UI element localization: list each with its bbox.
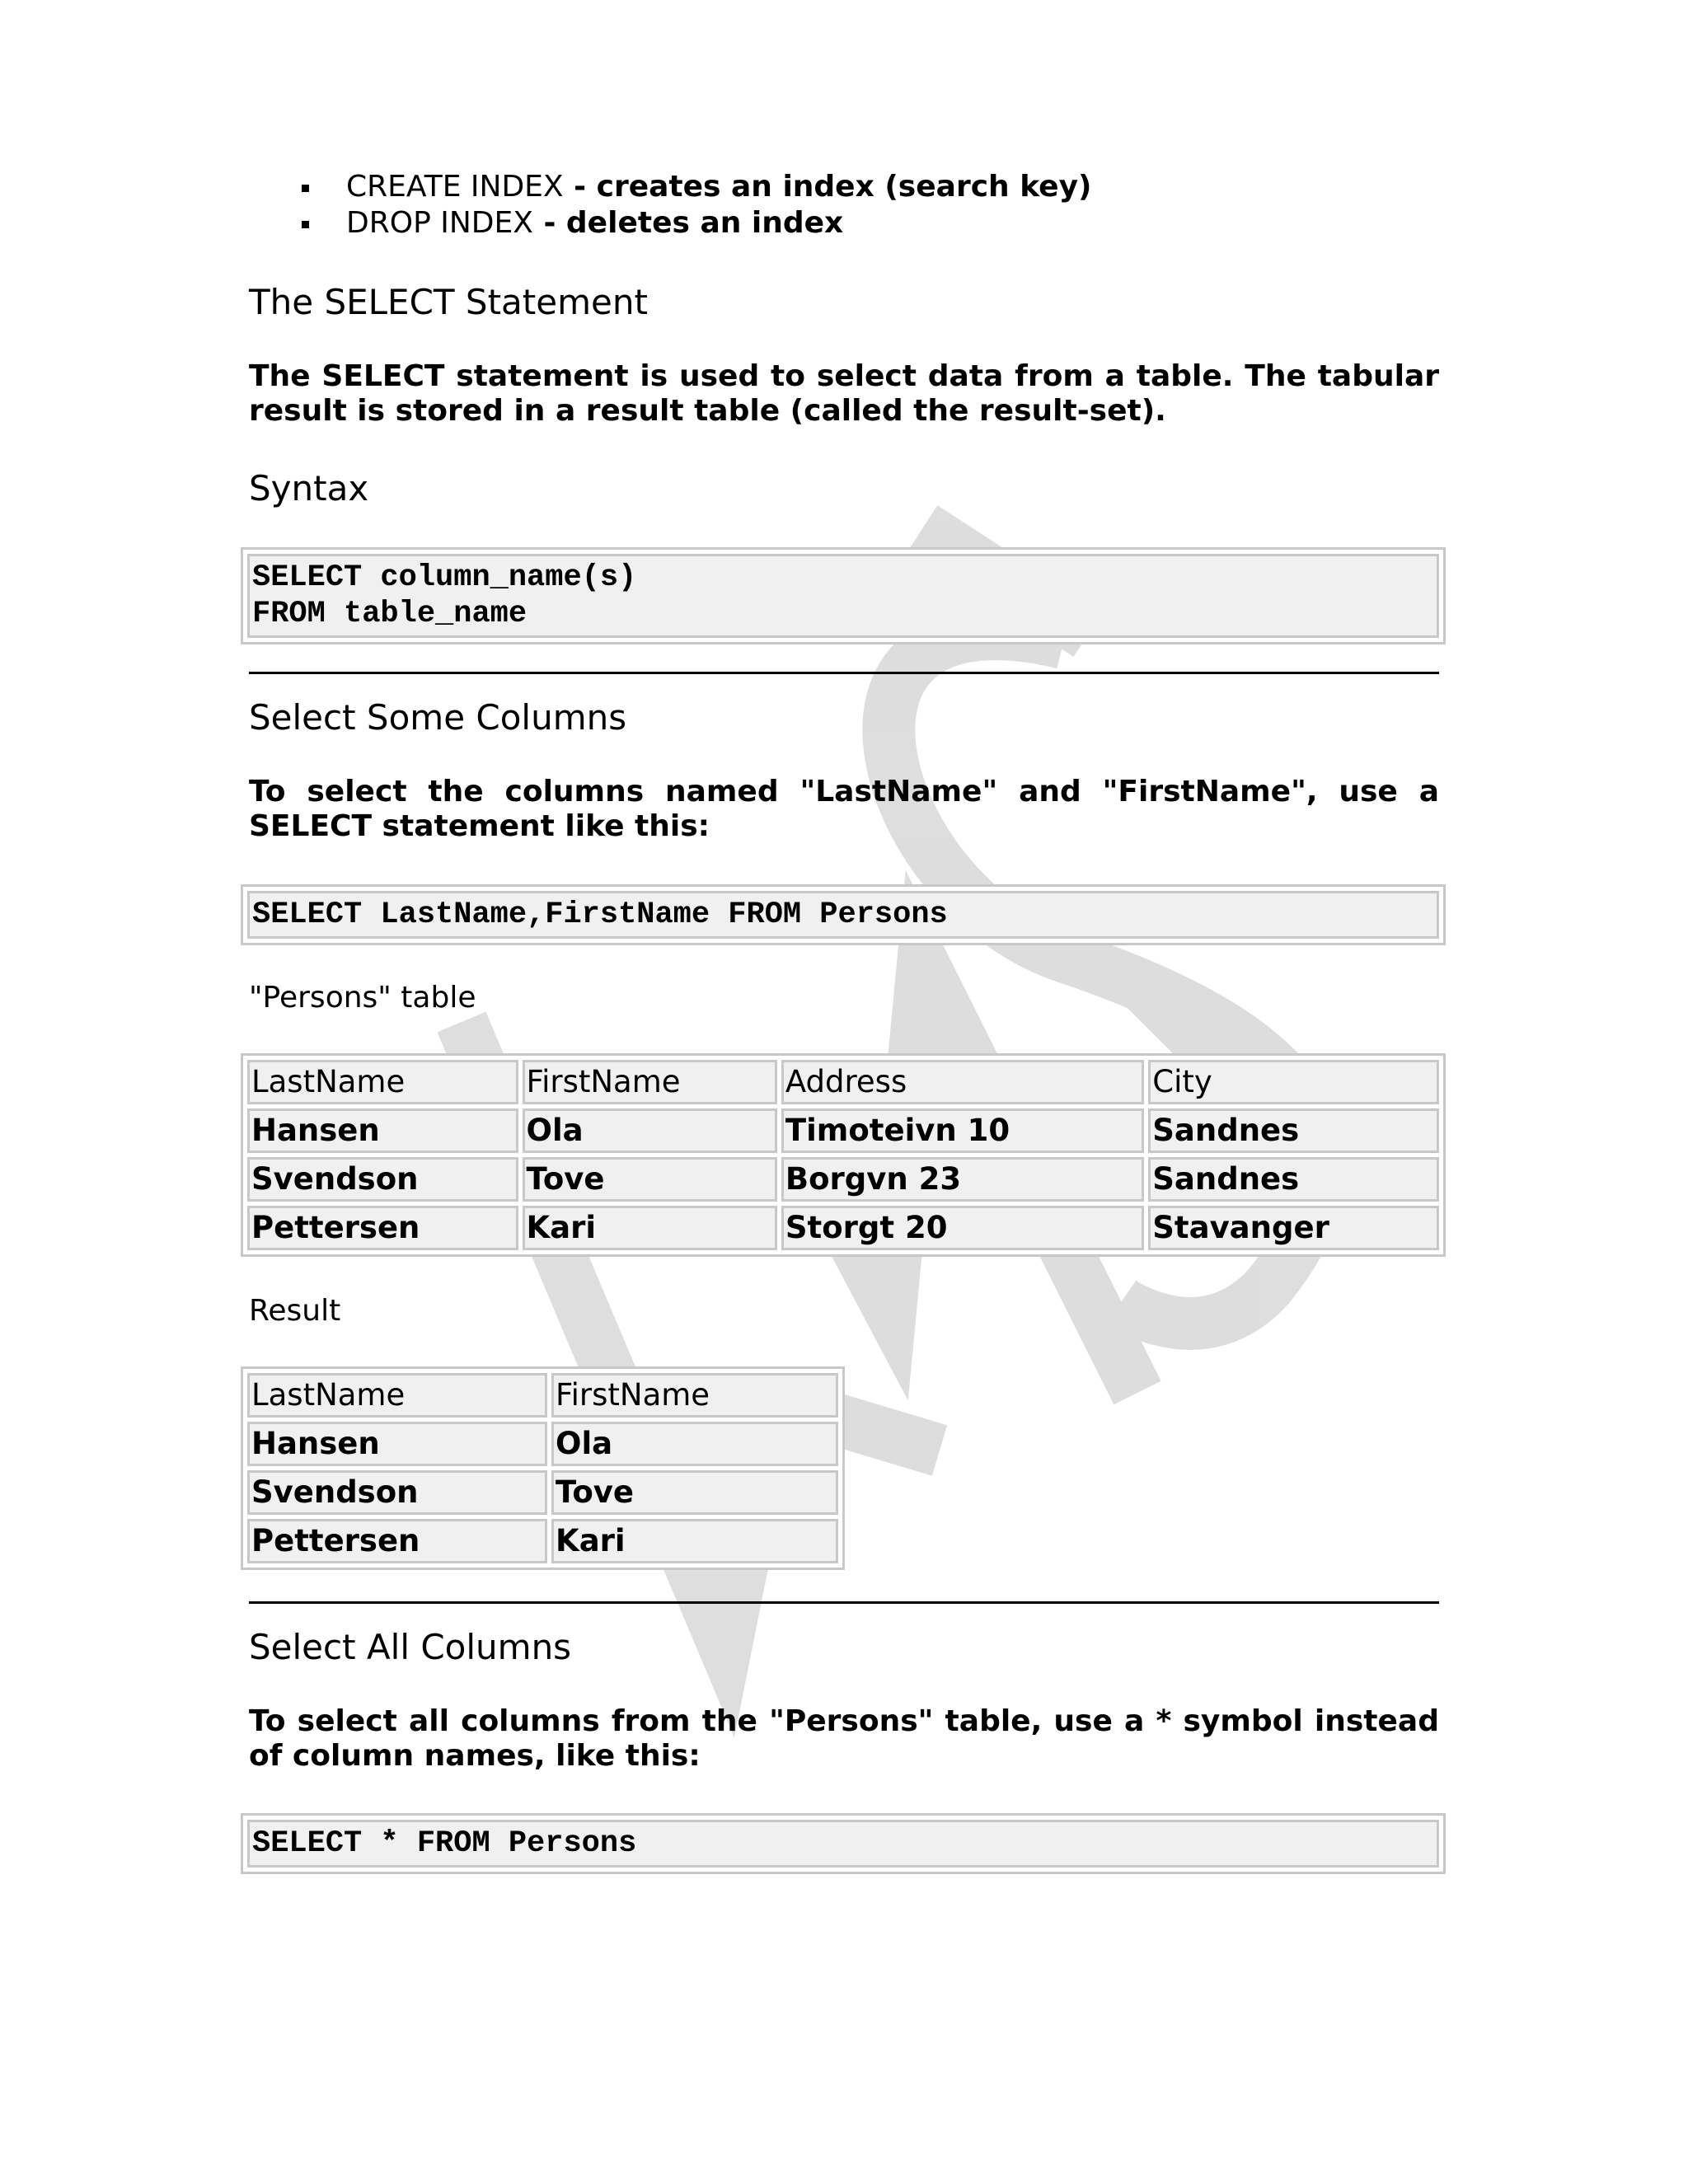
- section-heading-select-some-columns: Select Some Columns: [249, 697, 627, 738]
- bullet-description: - creates an index (search key): [563, 170, 1092, 204]
- table-cell: Sandnes: [1148, 1108, 1439, 1153]
- column-header: LastName: [247, 1373, 547, 1418]
- select-statement-description: The SELECT statement is used to select data from a table. The tabular result is stored in a result table (called the result-set).: [249, 359, 1439, 428]
- column-header: FirstName: [551, 1373, 838, 1418]
- syntax-heading: Syntax: [249, 468, 369, 509]
- table-cell: Sandnes: [1148, 1157, 1439, 1202]
- square-bullet-icon: [302, 185, 309, 192]
- bullet-term: DROP INDEX: [346, 206, 533, 240]
- table-cell: Tove: [523, 1157, 777, 1202]
- table-row: [247, 1470, 838, 1515]
- select-all-description: To select all columns from the "Persons" table, use a * symbol instead of column names, like this:: [249, 1704, 1439, 1773]
- table-cell: Hansen: [247, 1108, 518, 1153]
- section-heading-select-statement: The SELECT Statement: [249, 282, 648, 322]
- table-cell: Stavanger: [1148, 1206, 1439, 1250]
- table-row: [247, 1108, 1439, 1153]
- select-some-code-block: [241, 884, 1446, 945]
- table-cell: Timoteivn 10: [781, 1108, 1144, 1153]
- table-cell: Ola: [523, 1108, 777, 1153]
- bullet-list: [346, 169, 1092, 241]
- table-cell: Svendson: [247, 1470, 547, 1515]
- table-cell: Kari: [523, 1206, 777, 1250]
- table-row: [247, 1157, 1439, 1202]
- column-header: City: [1148, 1060, 1439, 1104]
- column-header: Address: [781, 1060, 1144, 1104]
- table-cell: Tove: [551, 1470, 838, 1515]
- syntax-code-block: [241, 547, 1446, 644]
- select-some-description: To select the columns named "LastName" and "FirstName", use a SELECT statement like this:: [249, 775, 1439, 843]
- table-header-row: [247, 1373, 838, 1418]
- table-cell: Ola: [551, 1422, 838, 1466]
- code-line: FROM table_name: [252, 597, 528, 631]
- code-line: SELECT * FROM Persons: [252, 1826, 637, 1861]
- list-item: [346, 169, 1092, 205]
- table-cell: Storgt 20: [781, 1206, 1144, 1250]
- table-cell: Svendson: [247, 1157, 518, 1202]
- horizontal-divider: [249, 672, 1439, 674]
- bullet-description: - deletes an index: [532, 206, 844, 240]
- list-item: [346, 205, 1092, 241]
- code-line: SELECT LastName,FirstName FROM Persons: [252, 898, 948, 932]
- table-cell: Pettersen: [247, 1519, 547, 1563]
- column-header: LastName: [247, 1060, 518, 1104]
- square-bullet-icon: [302, 221, 309, 228]
- table-row: [247, 1206, 1439, 1250]
- code-line: SELECT column_name(s): [252, 560, 637, 595]
- horizontal-divider: [249, 1601, 1439, 1604]
- table-header-row: [247, 1060, 1439, 1104]
- bullet-term: CREATE INDEX: [346, 170, 564, 204]
- section-heading-select-all-columns: Select All Columns: [249, 1627, 572, 1667]
- result-caption: Result: [249, 1294, 341, 1328]
- persons-table-caption: "Persons" table: [249, 981, 476, 1015]
- persons-table: [241, 1053, 1446, 1257]
- table-cell: Borgvn 23: [781, 1157, 1144, 1202]
- table-cell: Kari: [551, 1519, 838, 1563]
- select-all-code-block: [241, 1813, 1446, 1874]
- column-header: FirstName: [523, 1060, 777, 1104]
- table-cell: Pettersen: [247, 1206, 518, 1250]
- result-table: [241, 1366, 845, 1570]
- table-cell: Hansen: [247, 1422, 547, 1466]
- table-row: [247, 1422, 838, 1466]
- table-row: [247, 1519, 838, 1563]
